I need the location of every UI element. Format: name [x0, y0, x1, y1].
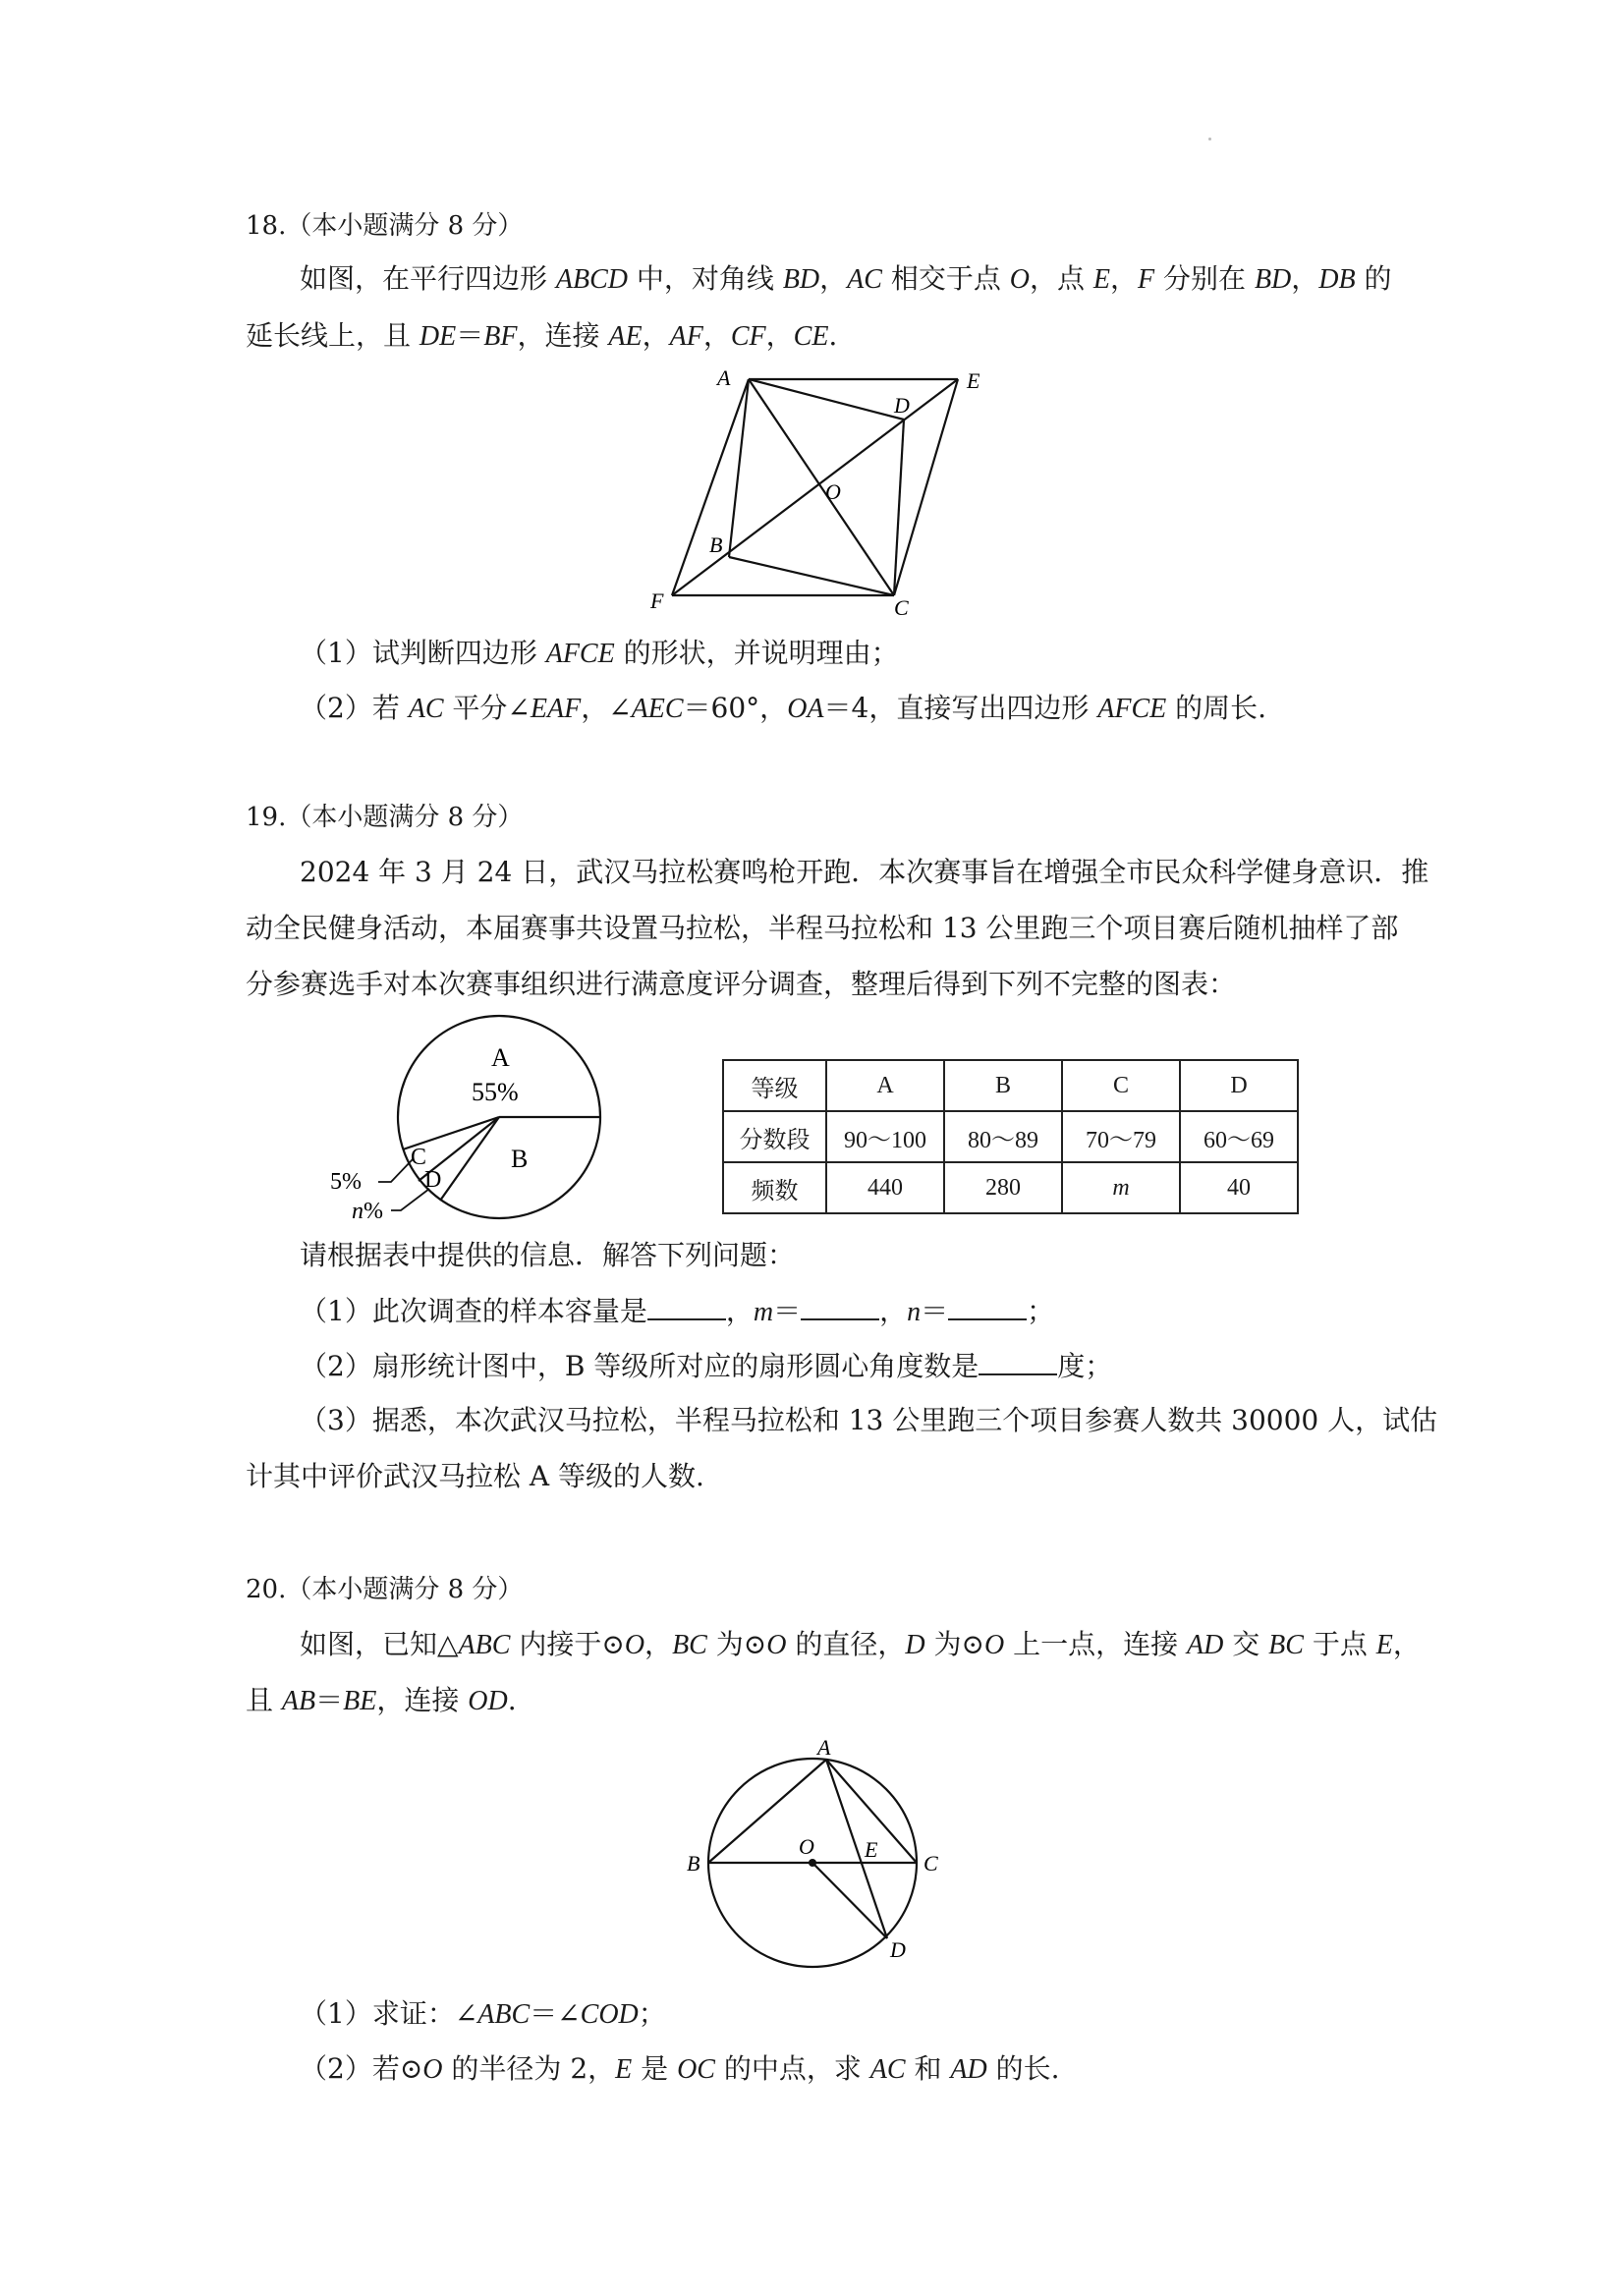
table-cell: C	[1062, 1060, 1180, 1111]
pie-label-d: D	[424, 1167, 442, 1193]
answer-blank[interactable]	[647, 1291, 726, 1320]
q18-intro-line1: 如图，在平行四边形 ABCD 中，对角线 BD，AC 相交于点 O，点 E，F 分别在 BD，DB 的	[300, 262, 1392, 295]
q19-para-1: 2024 年 3 月 24 日，武汉马拉松赛鸣枪开跑．本次赛事旨在增强全市民众科学健身意识．推	[300, 856, 1429, 888]
table-cell: 40	[1180, 1162, 1298, 1213]
q18-label-C: C	[894, 595, 909, 620]
pie-radius-db	[440, 1117, 499, 1201]
table-row-header: 分数段	[723, 1111, 826, 1162]
q18-part2: （2）若 AC 平分∠EAF，∠AEC＝60°，OA＝4，直接写出四边形 AFCE 的周长.	[300, 692, 1267, 724]
q20-label-E: E	[865, 1837, 878, 1862]
pie-pct-d: n%	[352, 1199, 383, 1224]
q18-label-A: A	[717, 365, 731, 390]
q20-circle-figure	[678, 1724, 963, 1980]
leader-c	[378, 1159, 413, 1182]
q19-part3-line2: 计其中评价武汉马拉松 A 等级的人数.	[246, 1460, 704, 1492]
q19-grade-table	[722, 1059, 1299, 1214]
table-cell: 70～79	[1062, 1111, 1180, 1162]
table-cell: 280	[944, 1162, 1062, 1213]
q18-label-E: E	[967, 368, 980, 393]
q20-part2: （2）若⊙O 的半径为 2，E 是 OC 的中点，求 AC 和 AD 的长.	[300, 2052, 1060, 2085]
q20-label-D: D	[890, 1937, 906, 1962]
table-cell: B	[944, 1060, 1062, 1111]
q18-label-D: D	[894, 393, 910, 418]
pie-label-c: C	[411, 1145, 427, 1170]
q19-prompt: 请根据表中提供的信息．解答下列问题：	[300, 1239, 796, 1271]
q18-part1: （1）试判断四边形 AFCE 的形状，并说明理由；	[300, 637, 899, 669]
table-cell: 80～89	[944, 1111, 1062, 1162]
q20-label-C: C	[923, 1851, 938, 1876]
q18-intro-line2: 延长线上，且 DE＝BF，连接 AE，AF，CF，CE.	[246, 319, 838, 352]
table-row-header: 等级	[723, 1060, 826, 1111]
q20-label-B: B	[687, 1851, 700, 1876]
q20-part1: （1）求证：∠ABC＝∠COD；	[300, 1997, 666, 2030]
pie-pct-c: 5%	[330, 1169, 362, 1195]
q18-label-O: O	[825, 479, 841, 504]
q19-part1: （1）此次调查的样本容量是 ，m＝ ，n＝ ；	[300, 1291, 1054, 1332]
q19-header: 19.（本小题满分 8 分）	[246, 803, 524, 832]
scan-speck	[1208, 138, 1211, 140]
table-cell: m	[1062, 1162, 1180, 1213]
table-cell: 440	[826, 1162, 944, 1213]
pie-label-a: A	[491, 1043, 510, 1072]
q19-para-3: 分参赛选手对本次赛事组织进行满意度评分调查，整理后得到下列不完整的图表：	[246, 968, 1237, 1000]
answer-blank[interactable]	[948, 1291, 1027, 1320]
q19-para-2: 动全民健身活动，本届赛事共设置马拉松，半程马拉松和 13 公里跑三个项目赛后随机抽样了部	[246, 912, 1399, 944]
table-row	[723, 1111, 1298, 1162]
table-row-header: 频数	[723, 1162, 826, 1213]
q20-label-O: O	[799, 1834, 814, 1859]
pie-pct-a: 55%	[472, 1078, 519, 1106]
q18-label-F: F	[650, 588, 664, 613]
q20-label-A: A	[817, 1735, 831, 1760]
seg-EF	[672, 379, 958, 595]
table-cell: 60～69	[1180, 1111, 1298, 1162]
table-cell: A	[826, 1060, 944, 1111]
q19-part3-line1: （3）据悉，本次武汉马拉松，半程马拉松和 13 公里跑三个项目参赛人数共 30000 人，试估	[300, 1404, 1438, 1436]
q20-header: 20.（本小题满分 8 分）	[246, 1575, 524, 1604]
pie-label-b: B	[511, 1145, 529, 1173]
seg-BC	[729, 557, 894, 595]
seg-AD	[826, 1760, 887, 1938]
q18-parallelogram-figure	[629, 359, 1022, 624]
table-row	[723, 1060, 1298, 1111]
q19-part2: （2）扇形统计图中，B 等级所对应的扇形圆心角度数是 度；	[300, 1346, 1112, 1386]
table-row	[723, 1162, 1298, 1213]
seg-OD	[812, 1863, 887, 1938]
q18-header: 18.（本小题满分 8 分）	[246, 211, 524, 241]
table-cell: 90～100	[826, 1111, 944, 1162]
center-point	[809, 1859, 816, 1867]
q20-intro-line1: 如图，已知△ABC 内接于⊙O，BC 为⊙O 的直径，D 为⊙O 上一点，连接 AD 交 BC 于点 E，	[300, 1628, 1421, 1660]
q20-intro-line2: 且 AB＝BE，连接 OD.	[246, 1684, 517, 1716]
q19-pie-chart	[324, 1012, 619, 1238]
q18-label-B: B	[709, 532, 723, 557]
answer-blank[interactable]	[979, 1346, 1057, 1375]
table-cell: D	[1180, 1060, 1298, 1111]
answer-blank[interactable]	[801, 1291, 879, 1320]
